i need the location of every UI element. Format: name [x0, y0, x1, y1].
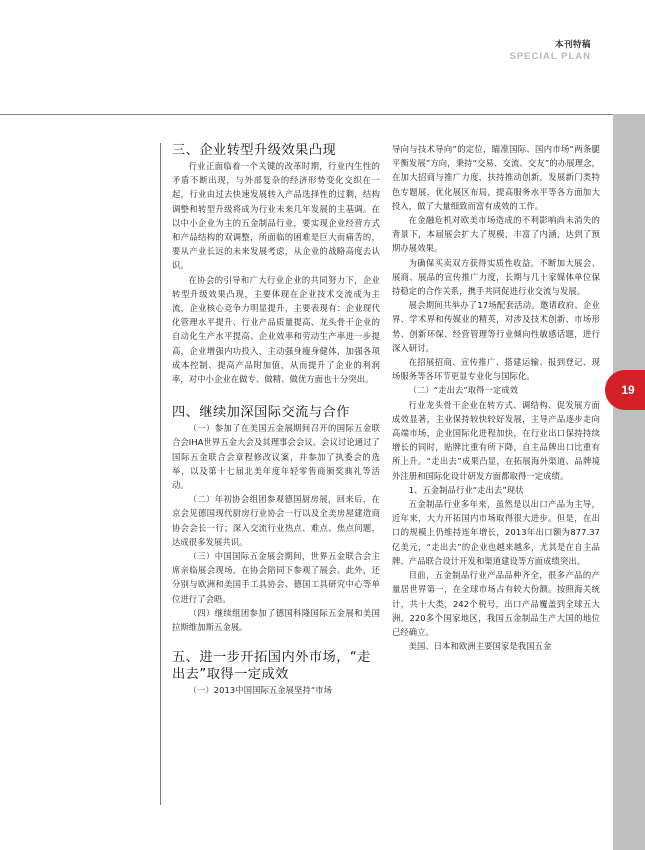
paragraph: （四）继续组团参加了德国科隆国际五金展和美国拉斯维加斯五金展。 — [172, 607, 380, 633]
paragraph: 在协会的引导和广大行业企业的共同努力下，企业转型升级效果凸现，主要体现在企业技术交流成为主流，企业核心竞争力明显提升，主要表现有：企业现代化管理水平提升、行业产品质量提高、龙头骨干企业的自动化生产水平提高、企业效率和劳动生产率进一步提高，企业增强内功投入，主动强身瘦身健体，加强各项成本控制、提高产品附加值，从而提升了企业的利润率，对中小企业在做专、做精、做优方面也十分突出。 — [172, 274, 380, 385]
paragraph: 在金融危机对欧美市场造成的不利影响尚未消失的背景下，本届展会扩大了规模，丰富了内涵，达到了预期办展效果。 — [392, 215, 600, 254]
page-number: 19 — [621, 383, 635, 397]
section4-heading: 四、继续加深国际交流与合作 — [172, 405, 350, 421]
section3-heading: 三、企业转型升级效果凸现 — [172, 143, 337, 158]
column-name-en: SPECIAL PLAN — [509, 51, 591, 62]
paragraph: 行业正面临着一个关键的改革时期，行业内生性的矛盾不断出现，与外部复杂的经济形势变化交织在一起，行业由过去快速发展转入产品选择性的过剩，结构调整和转型升级将成为行业未来几年发展的主基调。在以中小企业为主的五金制品行业，要实现企业经营方式和产品结构的双调整，所面临的困难是巨大而痛苦的，要从产业长远的未来发展考虑，从企业的战略高度去认识。 — [172, 161, 380, 271]
column-rule — [160, 143, 161, 805]
paragraph: （一）参加了在美国五金展期间召开的国际五金联合会IHA世界五金大会及其理事会会议。会议讨论通过了国际五金联合会章程修改议案，并参加了执委会的选举，以及第十七届北美年度年轻零售商颁奖典礼等活动。 — [172, 423, 380, 491]
paragraph: 展会期间共举办了17场配套活动。邀请政府、企业界、学术界和传媒业的精英，对涉及技术创新、市场形势、创新环保、经营管理等行业倾向性敏感话题，进行深入研讨。 — [392, 300, 600, 353]
paragraph: 在招展招商、宣传推广、搭建运输、报到登记、现场服务等各环节更显专业化与国际化。 — [392, 357, 600, 382]
paragraph: 行业龙头骨干企业在转方式、调结构、促发展方面成效显著，主业保持较快较好发展，主导产品逐步走向高端市场，企业国际化进程加快，在行业出口保持持续增长的同时，贴牌比重有所下降，自主品牌出口比重有所上升。“走出去”成果凸显，在拓展海外渠道、品牌境外注册和国际化设计研发方面都取得一定成绩。 — [392, 399, 600, 481]
paragraph: （一）2013中国国际五金展坚持“市场 — [188, 685, 333, 696]
paragraph: 1、五金制品行业“走出去”现状 — [408, 484, 524, 495]
paragraph: 美国、日本和欧洲主要国家是我国五金 — [408, 641, 552, 652]
page-number-tab — [605, 370, 645, 410]
paragraph: 五金制品行业多年来，虽然是以出口产品为主导，近年来，大力开拓国内市场取得很大进步。但是，在出口的规模上仍维持连年增长，2013年出口额为877.37亿美元，“走出去”的企业也越来越多，尤其是在自主品牌、产品联合设计开发和渠道建设等方面成绩突出。 — [392, 499, 600, 566]
left-column — [172, 142, 380, 698]
paragraph: 导向与技术导向”的定位，瞄准国际、国内市场“两条腿平衡发展”方向，秉持“交易、交流、交友”的办展理念，在加大招商与推广力度，扶持推动创新，发展新门类特色专题展，优化展区布局，提高服务水平等各方面加大投入，做了大量细致而富有成效的工作。 — [392, 144, 600, 211]
right-column — [392, 142, 600, 653]
paragraph: （二）“走出去”取得一定成效 — [408, 385, 519, 396]
paragraph: 为确保买卖双方获得实质性收益，不断加大展会、展商、展品的宣传推广力度，长期与几十家媒体单位保持稳定的合作关系，携手共同促进行业交流与发展。 — [392, 257, 600, 297]
side-bar — [613, 114, 645, 850]
column-name: 本刊特稿 — [554, 40, 591, 50]
paragraph: （二）年初协会组团参观德国厨房展，回来后，在京会见德国现代厨房行业协会一行以及全美房屋建造商协会会长一行；深入交流行业热点、难点、焦点问题，达成很多发展共识。 — [172, 494, 380, 547]
header-rule — [0, 114, 613, 115]
paragraph: （三）中国国际五金展会期间，世界五金联合会主席亲临展会现场，在协会陪同下参观了展会。此外，还分别与欧洲和美国手工具协会、德国工具研究中心等单位进行了会晤。 — [172, 551, 380, 604]
section5-heading: 五、进一步开拓国内外市场，“走出去”取得一定成效 — [172, 650, 371, 683]
paragraph: 目前，五金制品行业产品品种齐全，很多产品的产量居世界第一，在全球市场占有较大份额。按照海关统计，共十大类，242个税号，出口产品覆盖到全球五大洲，220多个国家地区，我国五金制品生产大国的地位已经确立。 — [392, 570, 600, 637]
